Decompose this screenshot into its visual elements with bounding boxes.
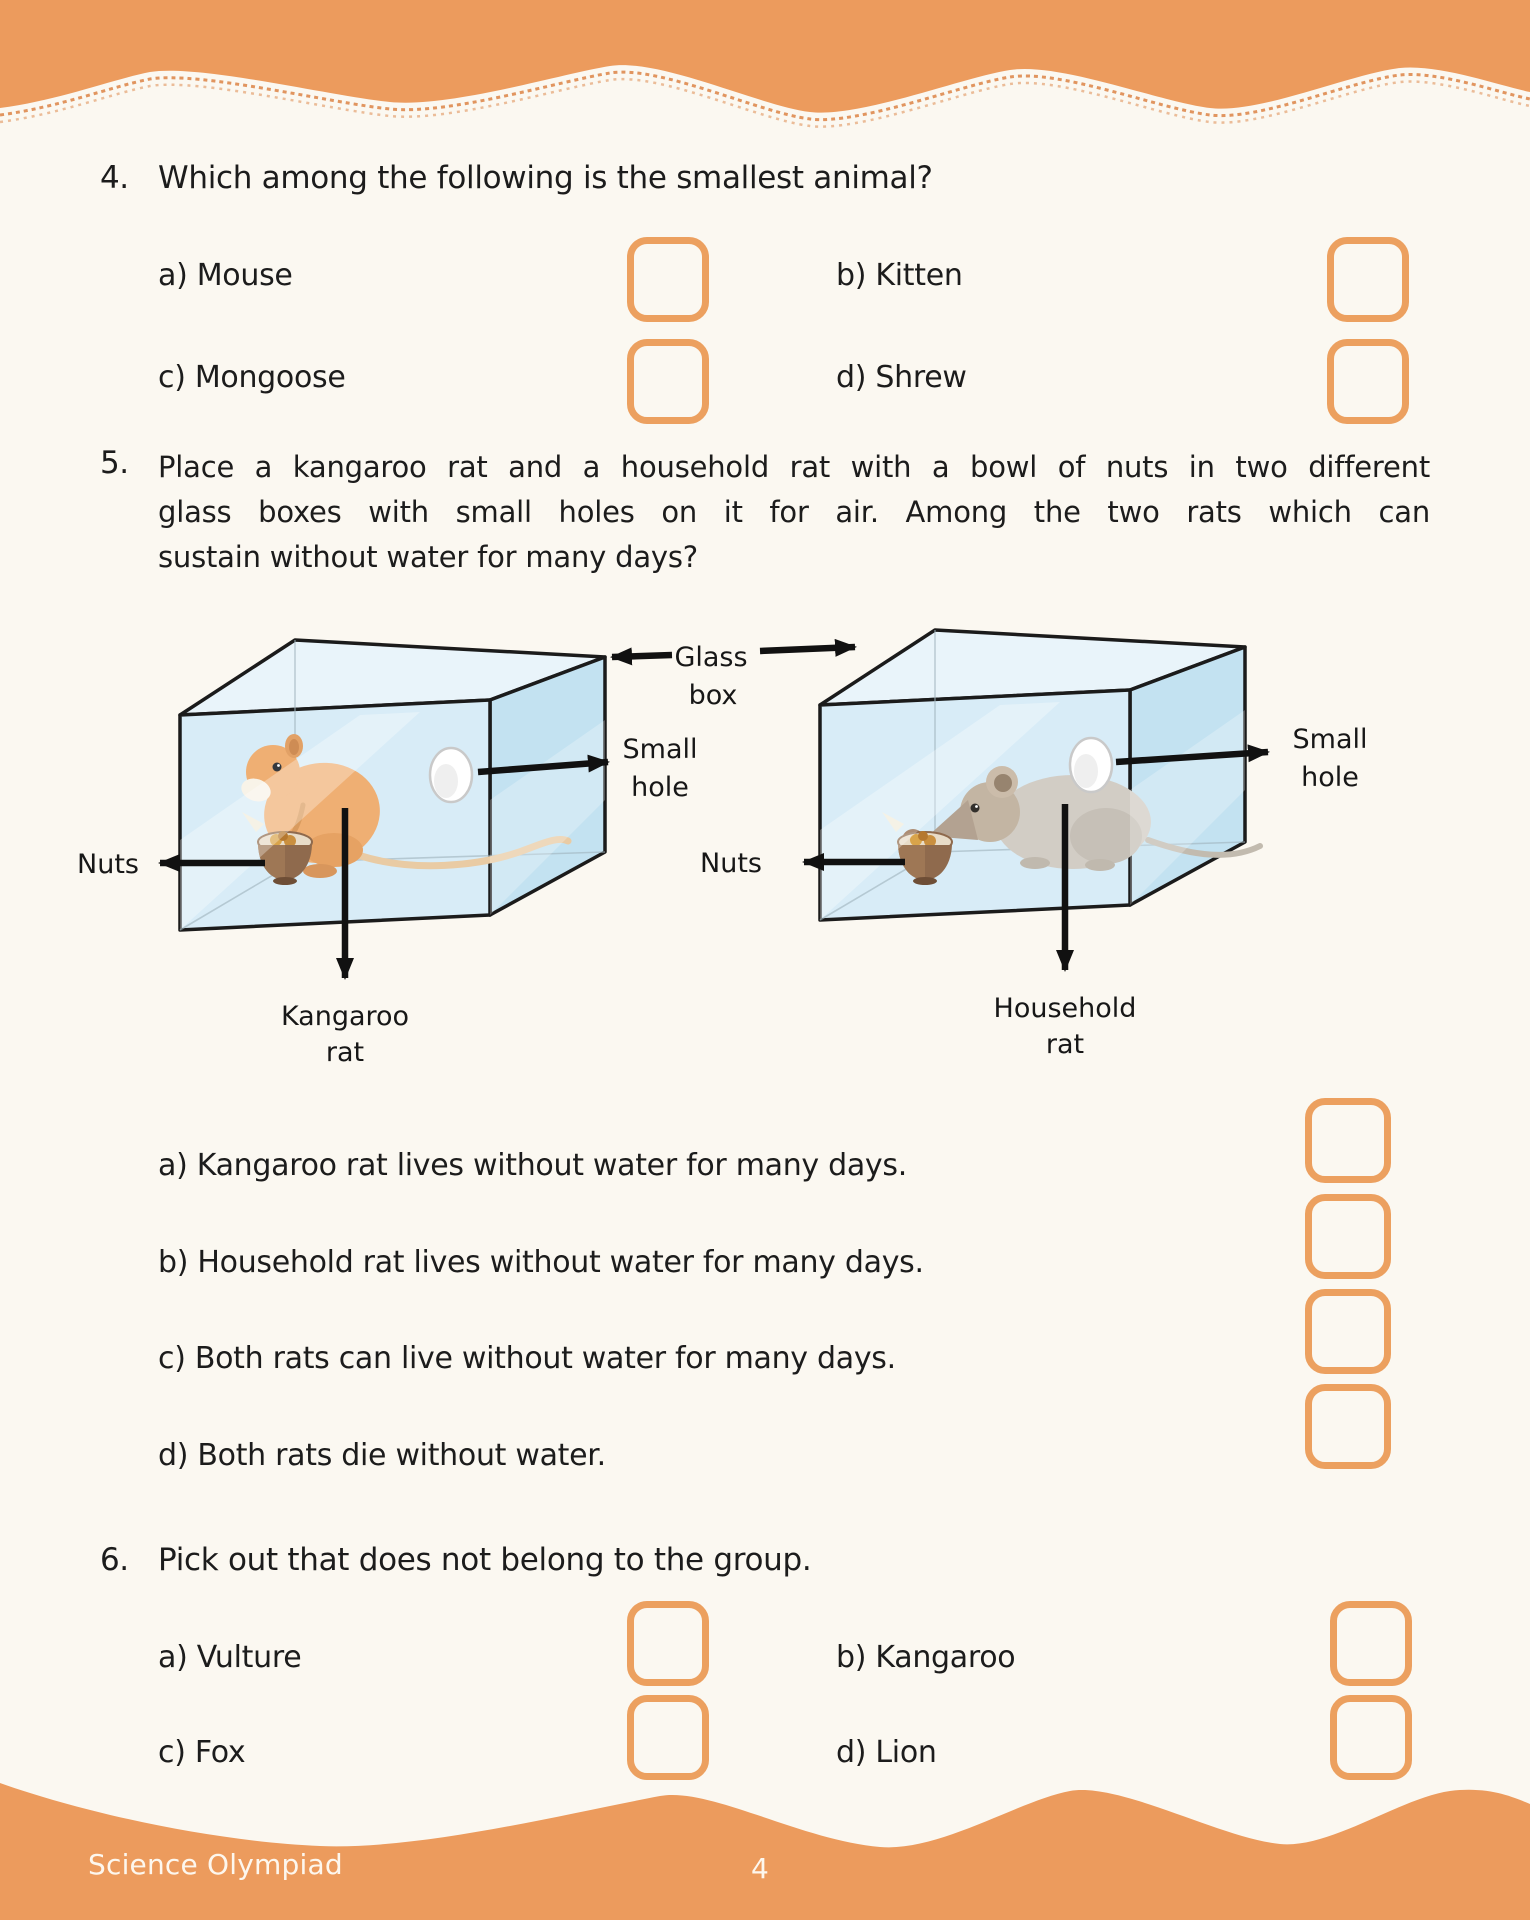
- kangaroo-rat-label-line2: rat: [325, 1037, 365, 1068]
- footer-page-number: 4: [750, 1852, 769, 1885]
- small-hole-left-label-line2: hole: [631, 772, 689, 803]
- small-hole-right-label-line1: Small: [1292, 724, 1368, 755]
- q6-option-a-label: a) Vulture: [158, 1640, 302, 1675]
- q4-answer-box-d[interactable]: [1327, 339, 1409, 424]
- q5-answer-box-c[interactable]: [1305, 1289, 1391, 1374]
- kangaroo-rat-label-line1: Kangaroo: [280, 1001, 410, 1032]
- q4-answer-box-b[interactable]: [1327, 237, 1409, 322]
- q4-answer-box-c[interactable]: [627, 339, 709, 424]
- small-hole-right-label-line2: hole: [1301, 762, 1359, 793]
- q4-number: 4.: [100, 160, 129, 196]
- q5-number: 5.: [100, 445, 129, 481]
- small-hole-left-label-line1: Small: [622, 734, 698, 765]
- q6-answer-box-d[interactable]: [1330, 1695, 1412, 1780]
- q4-option-c-label: c) Mongoose: [158, 360, 346, 395]
- q5-answer-box-a[interactable]: [1305, 1098, 1391, 1183]
- q4-option-b-label: b) Kitten: [836, 258, 963, 293]
- q6-answer-box-a[interactable]: [627, 1601, 709, 1686]
- household-rat-eye: [971, 804, 980, 813]
- q4-question-text: Which among the following is the smallest animal?: [158, 160, 933, 196]
- q6-option-c-label: c) Fox: [158, 1735, 246, 1770]
- q5-option-c-label: c) Both rats can live without water for many days.: [158, 1341, 896, 1376]
- q4-answer-box-a[interactable]: [627, 237, 709, 322]
- top-wave-band: [0, 0, 1530, 150]
- kangaroo-rat-eye: [273, 763, 282, 772]
- nuts-left-label: Nuts: [77, 849, 139, 880]
- glass-box-left: [180, 640, 605, 930]
- q5-question-line-1: Place a kangaroo rat and a household rat with a bowl of nuts in two different: [158, 450, 1430, 484]
- glass-box-arrow-left: [612, 655, 672, 657]
- q5-option-a-label: a) Kangaroo rat lives without water for many days.: [158, 1148, 907, 1183]
- glass-box-right: [820, 630, 1260, 920]
- q5-question-line-2: glass boxes with small holes on it for air. Among the two rats which can: [158, 495, 1430, 529]
- q6-number: 6.: [100, 1542, 129, 1578]
- glass-box-label-line2: box: [688, 680, 738, 711]
- q5-question-line-3: sustain without water for many days?: [158, 540, 698, 574]
- q6-option-b-label: b) Kangaroo: [836, 1640, 1016, 1675]
- q6-question-text: Pick out that does not belong to the group.: [158, 1542, 812, 1578]
- glass-box-diagram: [60, 600, 1460, 1075]
- household-rat-label-line1: Household: [993, 993, 1137, 1024]
- q5-option-d-label: d) Both rats die without water.: [158, 1438, 606, 1473]
- q6-option-d-label: d) Lion: [836, 1735, 937, 1770]
- q6-answer-box-c[interactable]: [627, 1695, 709, 1780]
- glass-box-label-line1: Glass: [674, 642, 748, 673]
- q6-answer-box-b[interactable]: [1330, 1601, 1412, 1686]
- q5-answer-box-b[interactable]: [1305, 1194, 1391, 1279]
- household-rat-label-line2: rat: [1045, 1029, 1085, 1060]
- q5-answer-box-d[interactable]: [1305, 1384, 1391, 1469]
- glass-box-arrow-right: [760, 647, 855, 651]
- q4-option-a-label: a) Mouse: [158, 258, 293, 293]
- q5-option-b-label: b) Household rat lives without water for many days.: [158, 1245, 924, 1280]
- q4-option-d-label: d) Shrew: [836, 360, 967, 395]
- nuts-right-label: Nuts: [700, 848, 762, 879]
- footer-book-title: Science Olympiad: [88, 1848, 343, 1881]
